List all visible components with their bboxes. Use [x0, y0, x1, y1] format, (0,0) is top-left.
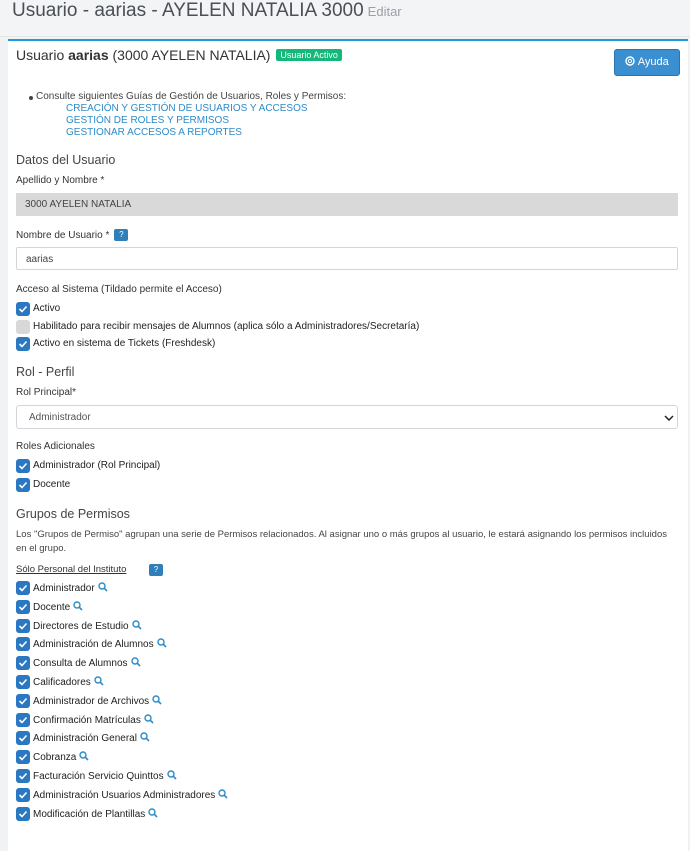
search-icon[interactable] — [157, 638, 167, 651]
bullet-icon — [29, 96, 33, 100]
main-role-label: Rol Principal* — [16, 387, 77, 398]
check-icon — [18, 771, 28, 781]
check-icon — [18, 602, 28, 612]
group-6-label — [33, 695, 162, 708]
user-header-fullname: (3000 AYELEN NATALIA) — [112, 47, 271, 63]
groups-title: Grupos de Permisos — [16, 507, 130, 521]
group-4-label — [33, 657, 141, 670]
status-badge: Usuario Activo — [276, 49, 342, 61]
help-button[interactable] — [614, 49, 680, 76]
access-option-0-label — [33, 303, 60, 314]
group-2-checkbox[interactable] — [16, 619, 30, 633]
group-6-text: Administrador de Archivos — [33, 695, 150, 707]
username-input[interactable]: aarias — [16, 247, 678, 270]
group-11-text: Administración Usuarios Administradores — [33, 789, 216, 801]
check-icon — [18, 621, 28, 631]
additional-role-1-text: Docente — [33, 479, 71, 490]
search-icon[interactable] — [132, 620, 142, 633]
group-1-text: Docente — [33, 601, 71, 613]
group-2-label — [33, 620, 142, 633]
check-icon — [18, 304, 28, 314]
group-8-text: Administración General — [33, 733, 137, 745]
search-icon[interactable] — [167, 770, 177, 783]
additional-roles-label: Roles Adicionales — [16, 441, 95, 452]
additional-role-0-checkbox[interactable] — [16, 459, 30, 473]
group-3-checkbox[interactable] — [16, 637, 30, 651]
group-2-text: Directores de Estudio — [33, 620, 129, 632]
search-icon[interactable] — [79, 751, 89, 764]
user-header-username: aarias — [68, 47, 109, 63]
staff-only-text: Sólo Personal del Instituto — [16, 564, 127, 575]
group-9-label — [33, 751, 89, 764]
guide-link-reports[interactable]: GESTIONAR ACCESOS A REPORTES — [66, 127, 242, 138]
groups-help-icon[interactable]: ? — [149, 564, 163, 576]
search-icon[interactable] — [94, 676, 104, 689]
group-8-label — [33, 732, 150, 745]
role-title: Rol - Perfil — [16, 365, 75, 379]
group-10-checkbox[interactable] — [16, 769, 30, 783]
group-10-label — [33, 770, 177, 783]
fullname-label: Apellido y Nombre * — [16, 175, 105, 186]
access-option-0-text: Activo — [33, 303, 61, 314]
chevron-down-icon — [664, 415, 674, 421]
group-12-checkbox[interactable] — [16, 807, 30, 821]
check-icon — [18, 677, 28, 687]
search-icon[interactable] — [98, 582, 108, 595]
group-9-checkbox[interactable] — [16, 750, 30, 764]
group-7-label — [33, 714, 154, 727]
main-role-value: Administrador — [29, 412, 91, 423]
page-title — [12, 0, 402, 22]
additional-role-0-label — [33, 460, 160, 471]
additional-role-1-label — [33, 479, 70, 490]
user-header-prefix: Usuario — [16, 47, 65, 63]
group-7-text: Confirmación Matrículas — [33, 714, 141, 726]
access-label: Acceso al Sistema (Tildado permite el Acceso) — [16, 284, 222, 295]
group-0-label — [33, 582, 108, 595]
check-icon — [18, 696, 28, 706]
guide-link-users[interactable]: CREACIÓN Y GESTIÓN DE USUARIOS Y ACCESOS — [66, 103, 308, 114]
group-7-checkbox[interactable] — [16, 713, 30, 727]
group-9-text: Cobranza — [33, 752, 77, 764]
groups-description: Los "Grupos de Permiso" agrupan una serie de Permisos relacionados. Al asignar uno o más grupos al usuario, le estará asignando los permisos incluidos en el grupo. — [16, 529, 667, 554]
group-0-checkbox[interactable] — [16, 581, 30, 595]
username-label — [16, 229, 128, 241]
group-1-checkbox[interactable] — [16, 600, 30, 614]
user-data-title: Datos del Usuario — [16, 153, 116, 167]
check-icon — [18, 658, 28, 668]
lifebuoy-icon — [625, 56, 635, 66]
group-4-checkbox[interactable] — [16, 656, 30, 670]
username-label-text: Nombre de Usuario * — [16, 230, 110, 241]
search-icon[interactable] — [140, 732, 150, 745]
user-panel — [8, 39, 688, 851]
search-icon[interactable] — [144, 714, 154, 727]
guide-link-roles[interactable]: GESTIÓN DE ROLES Y PERMISOS — [66, 115, 230, 126]
group-11-label — [33, 789, 228, 802]
group-3-label — [33, 638, 167, 651]
group-5-checkbox[interactable] — [16, 675, 30, 689]
group-6-checkbox[interactable] — [16, 694, 30, 708]
search-icon[interactable] — [131, 657, 141, 670]
edit-label: Editar — [367, 4, 402, 19]
check-icon — [18, 339, 28, 349]
group-5-text: Calificadores — [33, 677, 91, 688]
main-role-select[interactable] — [16, 405, 678, 429]
username-help-icon[interactable]: ? — [114, 229, 128, 241]
access-option-0-checkbox[interactable] — [16, 302, 30, 316]
check-icon — [18, 790, 28, 800]
group-11-checkbox[interactable] — [16, 788, 30, 802]
check-icon — [18, 639, 28, 649]
additional-role-0-text: Administrador (Rol Principal) — [33, 460, 161, 471]
page-header — [0, 0, 690, 37]
access-option-2-checkbox[interactable] — [16, 337, 30, 351]
access-option-1-label — [33, 321, 419, 332]
group-8-checkbox[interactable] — [16, 731, 30, 745]
user-header — [16, 47, 342, 63]
check-icon — [18, 461, 28, 471]
group-5-label — [33, 676, 104, 689]
fullname-field: 3000 AYELEN NATALIA — [16, 193, 678, 216]
guides-list — [36, 91, 346, 138]
check-icon — [18, 715, 28, 725]
staff-only-subtitle — [16, 564, 126, 575]
page-title-text: Usuario - aarias - AYELEN NATALIA 3000 — [12, 0, 364, 21]
search-icon[interactable] — [148, 808, 158, 821]
check-icon — [18, 480, 28, 490]
search-icon[interactable] — [218, 789, 228, 802]
group-10-text: Facturación Servicio Quinttos — [33, 771, 164, 782]
search-icon[interactable] — [152, 695, 162, 708]
group-3-text: Administración de Alumnos — [33, 639, 154, 651]
check-icon — [18, 583, 28, 593]
check-icon — [18, 733, 28, 743]
guides-intro: Consulte siguientes Guías de Gestión de Usuarios, Roles y Permisos: — [36, 91, 347, 102]
group-0-text: Administrador — [33, 583, 95, 594]
group-1-label — [33, 601, 83, 614]
access-option-1-checkbox[interactable] — [16, 320, 30, 334]
group-12-label — [33, 808, 158, 821]
search-icon[interactable] — [73, 601, 83, 614]
access-option-2-text: Activo en sistema de Tickets (Freshdesk) — [33, 338, 216, 349]
access-option-1-text: Habilitado para recibir mensajes de Alumnos (aplica sólo a Administradores/Secretaría) — [33, 320, 420, 332]
group-4-text: Consulta de Alumnos — [33, 658, 128, 670]
additional-role-1-checkbox[interactable] — [16, 478, 30, 492]
group-12-text: Modificación de Plantillas — [33, 808, 146, 820]
access-option-2-label — [33, 338, 215, 349]
check-icon — [18, 809, 28, 819]
help-button-label: Ayuda — [637, 56, 669, 68]
check-icon — [18, 752, 28, 762]
